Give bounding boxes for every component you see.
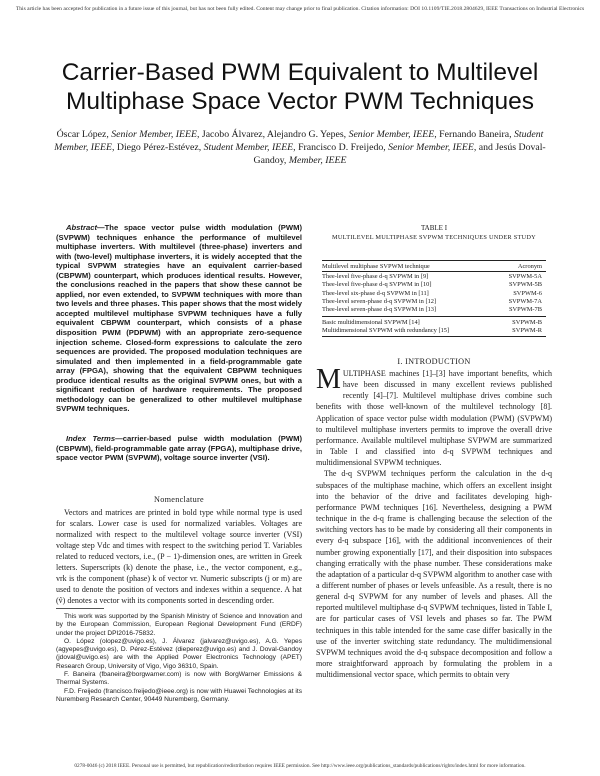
table-label: TABLE I — [420, 224, 448, 232]
table-cell-acronym: SVPWM-5A — [508, 272, 542, 280]
table-cell-acronym: SVPWM-6 — [513, 289, 542, 297]
introduction-heading: I. INTRODUCTION — [397, 357, 471, 366]
author-name: Jesús Doval-Gandoy — [253, 142, 546, 166]
table-row — [322, 316, 546, 326]
table-cell-technique: Thee-level seven-phase d-q SVPWM in [12] — [322, 297, 437, 305]
index-terms-text: —carrier-based pulse width modulation (PWM) (CBPWM), field-programmable gate array (FPGA), multiphase drive, space vector PWM (SVPWM), voltage source inverter (VSI). — [56, 434, 302, 463]
table-header-acronym: Acronym — [495, 261, 546, 272]
techniques-table — [322, 260, 546, 337]
footnote-divider — [56, 608, 104, 609]
table-cell-acronym: SVPWM-7A — [508, 297, 542, 305]
table-row — [322, 272, 546, 281]
table-row — [322, 297, 546, 305]
author-role: Senior Member, IEEE — [348, 129, 435, 140]
abstract-label: Abstract— — [66, 223, 105, 232]
author-role: Senior Member, IEEE — [388, 142, 474, 153]
nomenclature-text: Vectors and matrices are printed in bold type while normal type is used for scalars. Lower case is used for normalized variables. Voltages are normalized with respect to the multilevel voltage source inverter (VSI) voltage step Vdc and times with respect to the switching period T. Variables related to reduced vectors, i.e., (P − 1)-dimension ones, are written in Greek letters. Superscripts (k) denote the phase, i.e., the vector component, e.g., vrk is the component (phase) k of vector vr. Numeric subscripts (j or m) are used to denote the position of vectors and indexes within a sequence. A hat (v̂) denotes a vector with its components sorted in descending order. — [56, 508, 302, 605]
abstract — [56, 223, 302, 414]
author-name: Diego Pérez-Estévez — [116, 142, 199, 153]
table-cell-acronym: SVPWM-5B — [508, 281, 542, 289]
introduction-text — [316, 364, 552, 680]
index-terms — [56, 434, 302, 463]
author-name: Jacobo Álvarez — [201, 129, 263, 140]
table-cell-technique: Thee-level five-phase d-q SVPWM in [10] — [322, 281, 432, 289]
abstract-text: The space vector pulse width modulation (PWM) (SVPWM) techniques enhance the performance of multilevel multiphase inverters. With multilevel (three-phase) inverters and with (two-level) multiphase inverters, it is widely accepted that the typical SVPWM strategies have an equivalent carrier-based (CBPWM) counterpart, which produces identical results. However, the conclusions reached in the papers that show these cannot be applied, nor even extended, to SVPWM techniques with more than two levels and three phases. This paper shows that the most widely accepted multilevel multiphase SVPWM techniques have a fully equivalent CBPWM counterpart, which consists of a phase disposition PWM (PDPWM) with an appropriate zero-sequence injection scheme. Closed-form expressions to calculate the zero sequences are provided. The proposed modulation techniques are simulated and then implemented in a field-programmable gate array (FPGA), showing that the equivalent CBPWM techniques produce identical results as the original SVPWM ones, but with a significant reduction of hardware requirements. The proposed methodology can be generalized to other multilevel multiphase SVPWM techniques. — [56, 223, 302, 414]
author-role: Student Member, IEEE — [203, 142, 294, 153]
drop-cap: M — [316, 364, 341, 395]
footnote: F.D. Freijedo (francisco.freijedo@ieee.org) is now with Huawei Technologies at its Nuremberg Research Center, 90449 Nuremberg, Germany. — [56, 687, 302, 703]
table-header-technique: Multilevel multiphase SVPWM technique — [322, 261, 495, 272]
table-caption — [316, 224, 552, 242]
introduction-paragraph: The d-q SVPWM techniques perform the calculation in the d-q subspaces of the multiphase machine, which offers an excellent insight into the behavior of the drive and facilitates developing high-performance PWM techniques [16]. Nevertheless, designing a PWM technique in the d-q frame is challenging because the selection of the switching vectors has to be made by considering all their components in every d-q subspace [16], with the additional inconveniences of their number growing exponentially [17], and their disposition into subspaces changing erratically with the phase number. These considerations make the adaptation of a particular d-q SVPWM algorithm to another case with a different number of phases or levels unfeasible. As a result, there is no general d-q SVPWM for any number of levels and phases. All the reported multilevel multiphase d-q SVPWM techniques, listed in Table I, are for particular cases of VSI levels and phases so far. The PWM techniques in this table intended for the same case differ basically in the use of the inverter switching state redundancy. The multidimensional SVPWM techniques avoid the d-q subspace decomposition and follow a more straightforward approach by formulating the problem in a multidimensional vector space, which permits to obtain very — [316, 469, 552, 680]
table-row — [322, 289, 546, 297]
author-role: Student Member, IEEE — [54, 129, 544, 153]
table-cell-acronym: SVPWM-R — [495, 326, 546, 336]
table-row — [322, 326, 546, 336]
author-role: Member, IEEE — [288, 155, 347, 166]
table-cell-acronym: SVPWM-7B — [495, 306, 546, 316]
author-list: Óscar López, Senior Member, IEEE, Jacobo Álvarez, Alejandro G. Yepes, Senior Member, IEEE, Fernando Baneira, Student Member, IEEE, Diego Pérez-Estévez, Student Member, IEEE, Francisco D. Freijedo, Senior Member, IEEE, and Jesús Doval-Gandoy, Member, IEEE — [54, 129, 546, 166]
introduction-paragraph: ULTIPHASE machines [1]–[3] have important benefits, which have been discussed in many excellent reviews published recently [4]–[7]. Multilevel multiphase drives combine such benefits with those well-known of the multilevel technology [8]. Application of space vector pulse width modulation (PWM) (SVPWM) to multilevel multiphase inverters permits to improve the overall drive performance. Available multilevel multiphase SVPWM are summarized in Table I and classified into d-q SVPWM techniques and multidimensional SVPWM techniques. — [316, 369, 552, 468]
author-name: Fernando Baneira — [439, 129, 510, 140]
table-cell-acronym: SVPWM-B — [512, 318, 542, 326]
footnotes — [56, 613, 302, 704]
copyright-notice: 0278-0046 (c) 2018 IEEE. Personal use is permitted, but republication/redistribution requires IEEE permission. See http://www.ieee.org/publications_standards/publications/rights/index.html for more information. — [74, 763, 526, 769]
footnote: O. López (olopez@uvigo.es), J. Álvarez (jalvarez@uvigo.es), A.G. Yepes (agyepes@uvigo.es), D. Pérez-Estévez (dieperez@uvigo.es) and J. Doval-Gandoy (jdoval@uvigo.es) are with the Applied Power Electronics Technology (APET) Research Group, University of Vigo, Vigo 36310, Spain. — [56, 637, 302, 670]
author-name: Francisco D. Freijedo — [298, 142, 384, 153]
nomenclature-heading: Nomenclature — [154, 495, 204, 504]
table-row — [322, 306, 546, 316]
table-cell-technique: Thee-level six-phase d-q SVPWM in [11] — [322, 289, 429, 297]
footnote: F. Baneira (fbaneira@borgwarner.com) is now with BorgWarner Emissions & Thermal Systems. — [56, 671, 302, 687]
author-name: Alejandro G. Yepes — [266, 129, 344, 140]
table-row — [322, 281, 546, 289]
footnote: This work was supported by the Spanish Ministry of Science and Innovation and by the European Commission, European Regional Development Fund (ERDF) under the project DPI2016-75832. — [56, 613, 302, 637]
author-name: Óscar López — [56, 129, 107, 140]
index-terms-label: Index Terms — [66, 434, 116, 443]
table-cell-technique: Basic multidimensional SVPWM [14] — [322, 318, 420, 326]
table-cell-technique: Thee-level seven-phase d-q SVPWM in [13] — [322, 306, 495, 316]
journal-notice: This article has been accepted for publication in a future issue of this journal, but has not been fully edited. Content may change prior to final publication. Citation information: DOI 10.1109/TIE.2018.2804629, IEEE Transactions on Industrial Electronics — [15, 6, 585, 12]
paper-title: Carrier-Based PWM Equivalent to Multilevel Multiphase Space Vector PWM Techniques — [61, 59, 539, 115]
table-cell-technique: Multidimensional SVPWM with redundancy [15] — [322, 326, 495, 336]
table-cell-technique: Thee-level five-phase d-q SVPWM in [9] — [322, 272, 429, 280]
author-role: Senior Member, IEEE — [111, 129, 197, 140]
table-title: MULTILEVEL MULTIPHASE SVPWM TECHNIQUES UNDER STUDY — [332, 234, 536, 241]
